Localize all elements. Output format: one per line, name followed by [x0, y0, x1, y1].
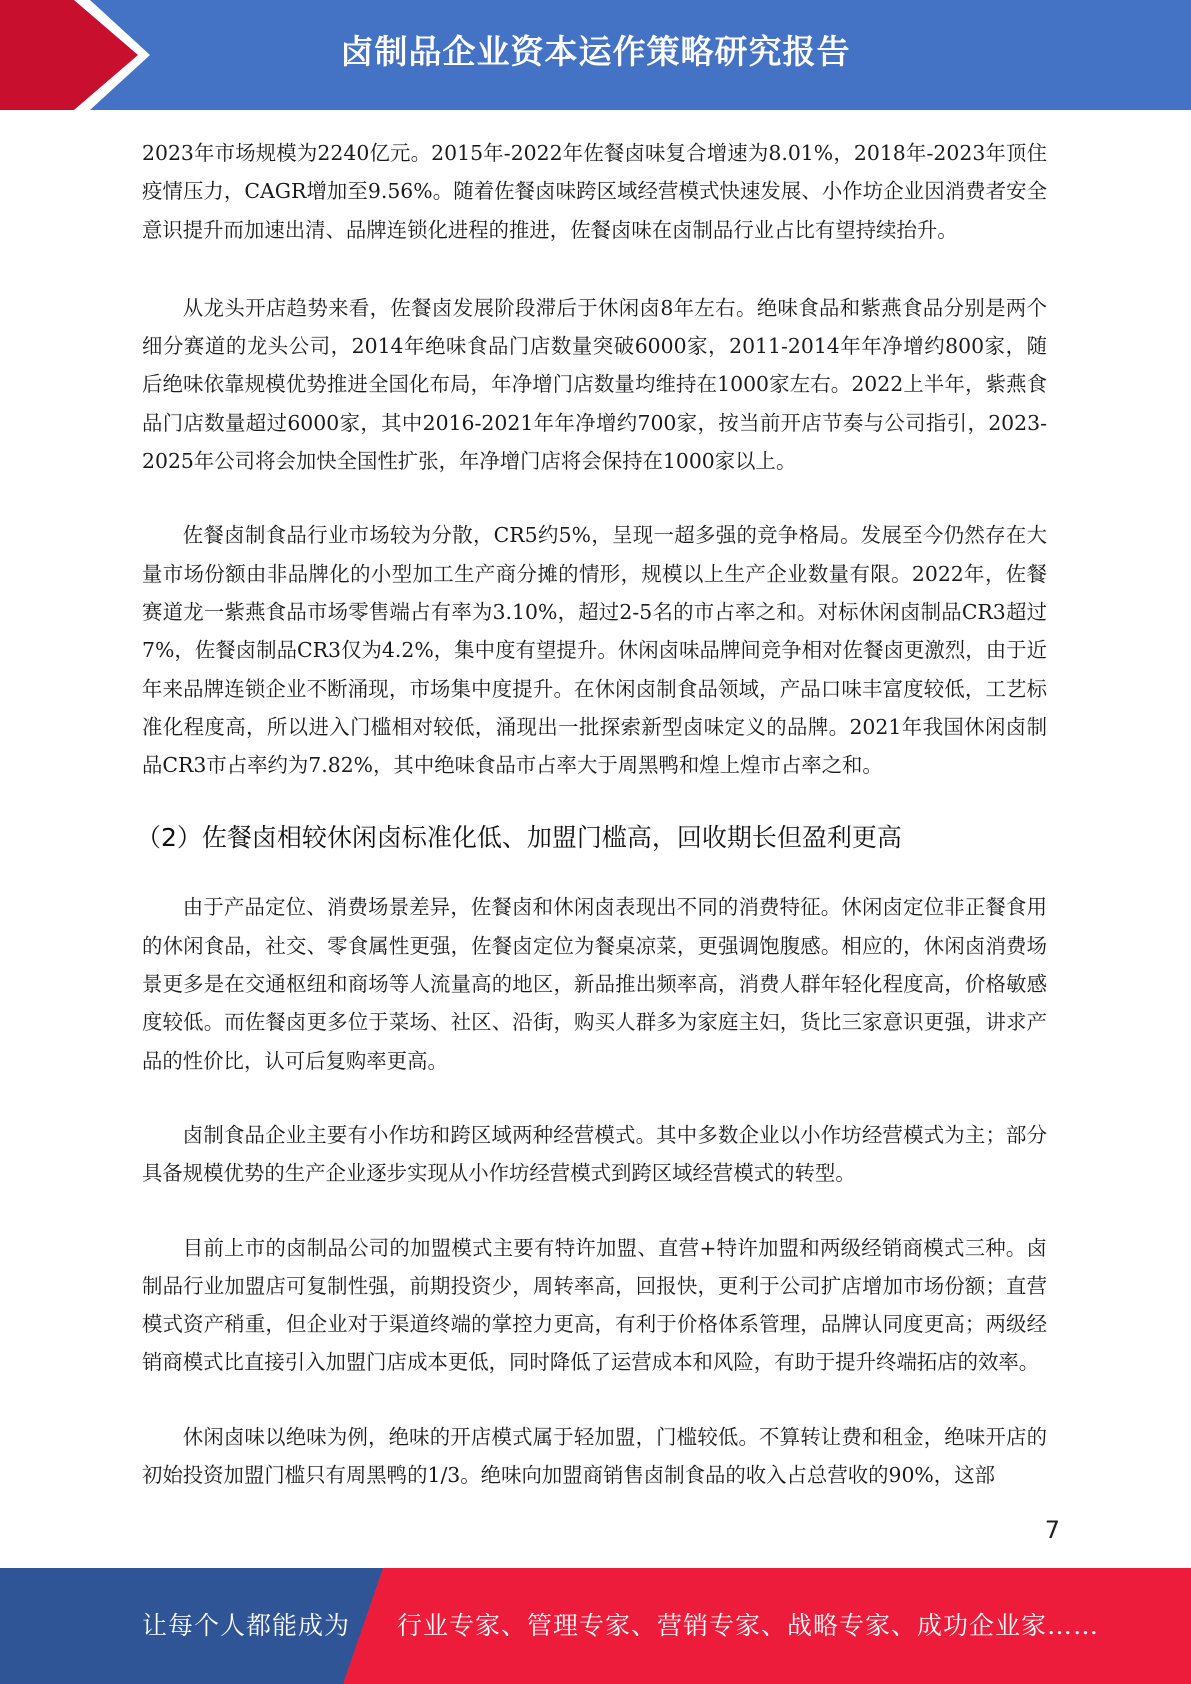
paragraph-store-trend: 从龙头开店趋势来看，佐餐卤发展阶段滞后于休闲卤8年左右。绝味食品和紫燕食品分别是两个细分赛道的龙头公司，2014年绝味食品门店数量突破6000家，2011-2014年年净增约800家，随后绝味依靠规模优势推进全国化布局，年净增门店数量均维持在1000家左右。2022上半年，紫燕食品门店数量超过6000家，其中2016-2021年年净增约700家，按当前开店节奏与公司指引，2023-2025年公司将会加快全国性扩张，年净增门店将会保持在1000家以上。	[142, 295, 1047, 474]
footer-bar	[0, 1568, 1191, 1684]
paragraph-business-model: 卤制食品企业主要有小作坊和跨区域两种经营模式。其中多数企业以小作坊经营模式为主；部分具备规模优势的生产企业逐步实现从小作坊经营模式到跨区域经营模式的转型。	[142, 1122, 1047, 1186]
report-title: 卤制品企业资本运作策略研究报告	[340, 32, 851, 71]
document-body	[136, 134, 1047, 1530]
paragraph-franchise: 目前上市的卤制品公司的加盟模式主要有特许加盟、直营+特许加盟和两级经销商模式三种。卤制品行业加盟店可复制性强，前期投资少，周转率高，回报快，更利于公司扩店增加市场份额；直营模式资产稍重，但企业对于渠道终端的掌控力更高，有利于价格体系管理，品牌认同度更高；两级经销商模式比直接引入加盟门店成本更低，同时降低了运营成本和风险，有助于提升终端拓店的效率。	[142, 1235, 1047, 1375]
section-subheading: （2）佐餐卤相较休闲卤标准化低、加盟门槛高，回收期长但盈利更高	[136, 823, 902, 853]
paragraph-competition: 佐餐卤制食品行业市场较为分散，CR5约5%，呈现一超多强的竞争格局。发展至今仍然存在大量市场份额由非品牌化的小型加工生产商分摊的情形，规模以上生产企业数量有限。2022年，佐餐赛道龙一紫燕食品市场零售端占有率为3.10%，超过2-5名的市占率之和。对标休闲卤制品CR3超过7%，佐餐卤制品CR3仅为4.2%，集中度有望提升。休闲卤味品牌间竞争相对佐餐卤更激烈，由于近年来品牌连锁企业不断涌现，市场集中度提升。在休闲卤制食品领域，产品口味丰富度较低，工艺标准化程度高，所以进入门槛相对较低，涌现出一批探索新型卤味定义的品牌。2021年我国休闲卤制品CR3市占率约为7.82%，其中绝味食品市占率大于周黑鸭和煌上煌市占率之和。	[142, 523, 1047, 778]
paragraph-consumption: 由于产品定位、消费场景差异，佐餐卤和休闲卤表现出不同的消费特征。休闲卤定位非正餐食用的休闲食品，社交、零食属性更强，佐餐卤定位为餐桌凉菜，更强调饱腹感。相应的，休闲卤消费场景更多是在交通枢纽和商场等人流量高的地区，新品推出频率高，消费人群年轻化程度高，价格敏感度较低。而佐餐卤更多位于菜场、社区、沿街，购买人群多为家庭主妇，货比三家意识更强，讲求产品的性价比，认可后复购率更高。	[142, 895, 1047, 1073]
paragraph-juewei: 休闲卤味以绝味为例，绝味的开店模式属于轻加盟，门槛较低。不算转让费和租金，绝味开店的初始投资加盟门槛只有周黑鸭的1/3。绝味向加盟商销售卤制食品的收入占总营收的90%，这部	[142, 1424, 1047, 1488]
page-number: 7	[1044, 1516, 1060, 1544]
header-bar	[0, 0, 1191, 110]
footer-slogan-left: 让每个人都能成为	[142, 1611, 351, 1640]
footer-slogan-right: 行业专家、管理专家、营销专家、战略专家、成功企业家……	[397, 1611, 1100, 1640]
paragraph-market-size: 2023年市场规模为2240亿元。2015年-2022年佐餐卤味复合增速为8.01%，2018年-2023年顶住疫情压力，CAGR增加至9.56%。随着佐餐卤味跨区域经营模式快速发展、小作坊企业因消费者安全意识提升而加速出清、品牌连锁化进程的推进，佐餐卤味在卤制品行业占比有望持续抬升。	[142, 141, 1047, 242]
